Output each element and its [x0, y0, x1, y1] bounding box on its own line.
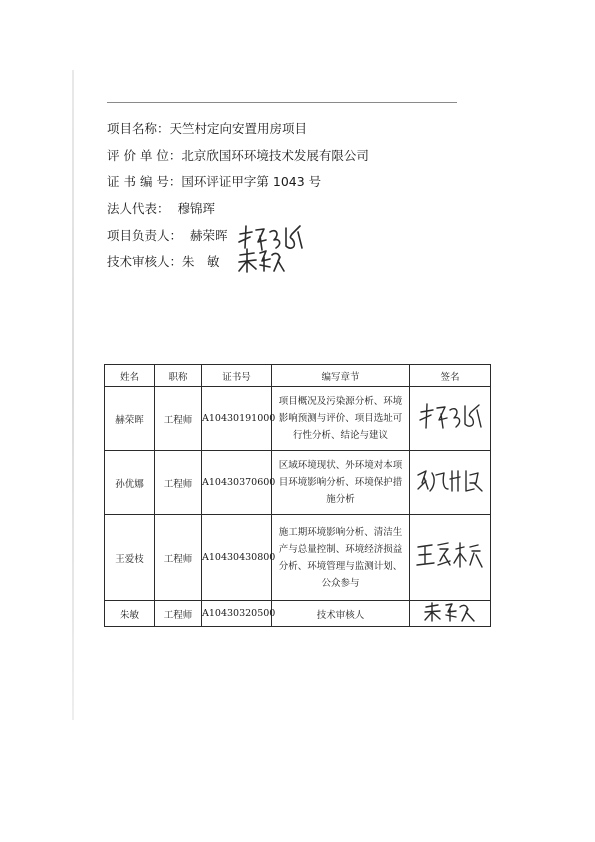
- evaluation-unit-value: 北京欣国环环境技术发展有限公司: [181, 148, 369, 163]
- cell-title: 工程师: [155, 387, 202, 451]
- project-lead-line: [107, 228, 228, 244]
- reviewer-signature: [236, 247, 286, 275]
- author-table: [104, 364, 491, 627]
- section-line: 产与总量控制、环境经济损益: [278, 543, 403, 555]
- header-rule: [107, 102, 457, 103]
- cell-signature: [410, 451, 491, 515]
- certificate-line: [107, 174, 321, 190]
- section-line: 项目概况及污染源分析、环境: [278, 396, 403, 407]
- cell-name: 孙优娜: [105, 451, 155, 515]
- column-header-title: 职称: [155, 365, 202, 387]
- reviewer-label: 技术审核人：: [107, 254, 183, 269]
- signature-image: [420, 601, 480, 623]
- cell-cert: A10430191000: [202, 387, 272, 451]
- cell-title: 工程师: [155, 601, 202, 627]
- project-name-label: 项目名称：: [107, 121, 170, 136]
- column-header-name: 姓名: [105, 365, 155, 387]
- column-header-cert: 证书号: [202, 365, 272, 387]
- table-row: [105, 515, 491, 601]
- reviewer-line: [107, 254, 220, 270]
- project-name-line: [107, 121, 307, 137]
- signature-image: [415, 400, 485, 434]
- table-row: [105, 601, 491, 627]
- table-row: [105, 387, 491, 451]
- table-row: [105, 451, 491, 515]
- legal-rep-label: 法人代表：: [107, 201, 170, 216]
- cell-sections: 技术审核人: [272, 601, 410, 627]
- cell-title: 工程师: [155, 515, 202, 601]
- certificate-label: 证 书 编 号：: [107, 174, 182, 189]
- project-name-value: 天竺村定向安置用房项目: [169, 121, 308, 136]
- signature-image: [414, 539, 486, 573]
- section-line: 影响预测与评价、项目选址可: [278, 413, 403, 424]
- table-header-row: [105, 365, 491, 387]
- cell-sections: [272, 451, 410, 515]
- project-lead-label: 项目负责人：: [107, 228, 183, 243]
- cell-sections: [272, 387, 410, 451]
- certificate-value: 国环评证甲字第 1043 号: [181, 174, 322, 189]
- cell-sections: [272, 515, 410, 601]
- column-header-sections: 编写章节: [272, 365, 410, 387]
- section-line: 施工期环境影响分析、清洁生: [278, 526, 403, 538]
- project-lead-value: 赫荣晖: [190, 228, 228, 243]
- legal-rep-value: 穆锦珲: [177, 201, 216, 216]
- section-line: 区域环境现状、外环境对本项: [278, 460, 403, 471]
- cell-name: 赫荣晖: [105, 387, 155, 451]
- evaluation-unit-label: 评 价 单 位：: [107, 148, 182, 163]
- legal-rep-line: [107, 201, 215, 217]
- page-edge-shadow: [72, 70, 74, 720]
- cell-signature: [410, 601, 491, 627]
- section-line: 行性分析、结论与建议: [292, 430, 388, 441]
- section-line: 目环境影响分析、环境保护措: [278, 477, 403, 488]
- section-line: 公众参与: [321, 577, 360, 589]
- reviewer-value: 朱 敏: [182, 254, 220, 269]
- section-line: 分析、环境管理与监测计划、: [278, 560, 403, 572]
- section-line: 施分析: [326, 494, 355, 505]
- cell-signature: [410, 387, 491, 451]
- cell-cert: A10430370600: [202, 451, 272, 515]
- signature-image: [414, 465, 486, 497]
- cell-title: 工程师: [155, 451, 202, 515]
- evaluation-unit-line: [107, 148, 369, 164]
- cell-name: 王爱枝: [105, 515, 155, 601]
- cell-signature: [410, 515, 491, 601]
- column-header-signature: 签名: [410, 365, 491, 387]
- cell-cert: A10430430800: [202, 515, 272, 601]
- cell-cert: A10430320500: [202, 601, 272, 627]
- cell-name: 朱敏: [105, 601, 155, 627]
